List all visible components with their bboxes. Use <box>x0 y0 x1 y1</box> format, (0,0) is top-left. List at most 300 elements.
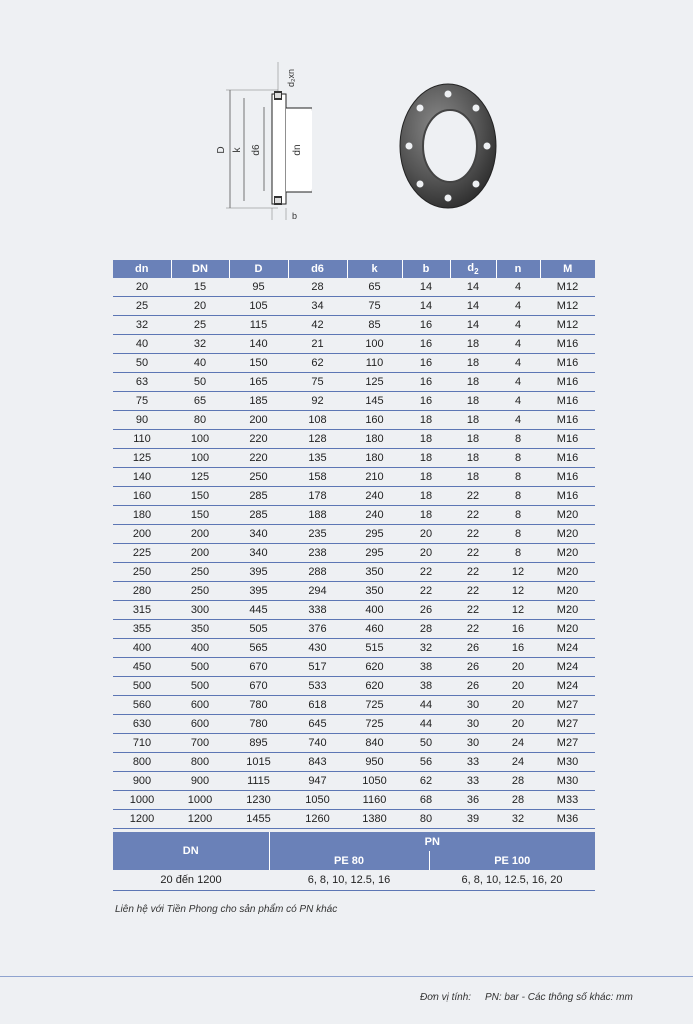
table-cell: 4 <box>496 373 540 392</box>
table-row <box>113 791 595 810</box>
table-row <box>113 430 595 449</box>
table-cell: 1455 <box>229 810 288 829</box>
col-header-b: b <box>402 260 450 278</box>
table-cell: 26 <box>450 658 496 677</box>
table-cell: 8 <box>496 544 540 563</box>
pn-pe80-values: 6, 8, 10, 12.5, 16 <box>269 870 429 891</box>
table-cell: 42 <box>288 316 347 335</box>
table-cell: 4 <box>496 335 540 354</box>
table-row <box>113 772 595 791</box>
table-cell: 160 <box>113 487 171 506</box>
table-cell: M30 <box>540 772 595 791</box>
table-cell: 16 <box>496 620 540 639</box>
table-cell: 725 <box>347 696 402 715</box>
table-cell: M16 <box>540 430 595 449</box>
table-cell: 4 <box>496 316 540 335</box>
table-cell: 285 <box>229 506 288 525</box>
table-cell: 238 <box>288 544 347 563</box>
table-cell: M24 <box>540 658 595 677</box>
table-cell: 445 <box>229 601 288 620</box>
table-cell: 16 <box>496 639 540 658</box>
table-cell: 294 <box>288 582 347 601</box>
table-cell: 1115 <box>229 772 288 791</box>
table-cell: 28 <box>288 278 347 297</box>
table-cell: M16 <box>540 449 595 468</box>
table-cell: 4 <box>496 392 540 411</box>
table-cell: 560 <box>113 696 171 715</box>
table-row <box>113 696 595 715</box>
table-header-row <box>113 260 595 278</box>
table-cell: 18 <box>450 373 496 392</box>
table-cell: 225 <box>113 544 171 563</box>
table-cell: 800 <box>171 753 229 772</box>
table-cell: 22 <box>450 582 496 601</box>
table-cell: 100 <box>171 449 229 468</box>
table-cell: 22 <box>450 601 496 620</box>
table-row <box>113 734 595 753</box>
table-cell: 38 <box>402 658 450 677</box>
table-cell: 65 <box>347 278 402 297</box>
col-header-k: k <box>347 260 402 278</box>
table-cell: 295 <box>347 544 402 563</box>
table-cell: 20 <box>402 544 450 563</box>
table-cell: 150 <box>229 354 288 373</box>
table-cell: 18 <box>402 411 450 430</box>
table-cell: 28 <box>402 620 450 639</box>
table-cell: 32 <box>402 639 450 658</box>
table-cell: 40 <box>113 335 171 354</box>
table-cell: 4 <box>496 411 540 430</box>
table-cell: 355 <box>113 620 171 639</box>
table-cell: 85 <box>347 316 402 335</box>
table-body <box>113 278 595 829</box>
table-cell: 158 <box>288 468 347 487</box>
table-cell: 44 <box>402 715 450 734</box>
table-cell: 32 <box>113 316 171 335</box>
table-cell: 630 <box>113 715 171 734</box>
table-cell: 460 <box>347 620 402 639</box>
table-cell: 500 <box>113 677 171 696</box>
table-cell: 8 <box>496 468 540 487</box>
table-cell: 26 <box>450 677 496 696</box>
col-header-M: M <box>540 260 595 278</box>
table-cell: 20 <box>496 677 540 696</box>
table-cell: 20 <box>402 525 450 544</box>
table-cell: 340 <box>229 544 288 563</box>
table-cell: M16 <box>540 411 595 430</box>
table-cell: 350 <box>347 582 402 601</box>
table-cell: 30 <box>450 715 496 734</box>
table-cell: 20 <box>171 297 229 316</box>
table-cell: 1050 <box>288 791 347 810</box>
unit-label: Đơn vị tính: <box>420 992 472 1003</box>
col-header-DN: DN <box>171 260 229 278</box>
table-cell: 620 <box>347 658 402 677</box>
table-cell: 600 <box>171 696 229 715</box>
table-cell: 800 <box>113 753 171 772</box>
diagram-label-k: k <box>232 147 243 153</box>
table-cell: 135 <box>288 449 347 468</box>
pressure-nominal-table <box>113 832 595 891</box>
table-cell: 400 <box>113 639 171 658</box>
table-cell: 843 <box>288 753 347 772</box>
table-cell: 500 <box>171 658 229 677</box>
col-header-d6: d6 <box>288 260 347 278</box>
table-cell: 200 <box>113 525 171 544</box>
table-cell: 1000 <box>171 791 229 810</box>
table-cell: 200 <box>229 411 288 430</box>
table-row <box>113 278 595 297</box>
table-cell: 210 <box>347 468 402 487</box>
col-header-n: n <box>496 260 540 278</box>
table-cell: 56 <box>402 753 450 772</box>
table-cell: 450 <box>113 658 171 677</box>
table-cell: 947 <box>288 772 347 791</box>
table-cell: M12 <box>540 297 595 316</box>
diagram-label-d6: d6 <box>251 144 262 156</box>
table-cell: 140 <box>113 468 171 487</box>
table-cell: 18 <box>450 335 496 354</box>
diagram-label-b: b <box>292 211 298 221</box>
table-cell: 50 <box>402 734 450 753</box>
table-cell: 18 <box>450 468 496 487</box>
table-cell: 725 <box>347 715 402 734</box>
table-cell: 250 <box>171 563 229 582</box>
table-cell: 1160 <box>347 791 402 810</box>
table-cell: 22 <box>450 544 496 563</box>
table-cell: 14 <box>450 297 496 316</box>
table-row <box>113 354 595 373</box>
table-cell: 75 <box>347 297 402 316</box>
table-cell: 50 <box>171 373 229 392</box>
table-cell: 8 <box>496 525 540 544</box>
table-cell: M12 <box>540 316 595 335</box>
table-cell: 33 <box>450 753 496 772</box>
table-row <box>113 715 595 734</box>
table-cell: M27 <box>540 715 595 734</box>
table-cell: 22 <box>402 582 450 601</box>
table-cell: 150 <box>171 506 229 525</box>
table-cell: 22 <box>450 487 496 506</box>
table-cell: 740 <box>288 734 347 753</box>
table-cell: 950 <box>347 753 402 772</box>
table-cell: M24 <box>540 639 595 658</box>
table-cell: 12 <box>496 563 540 582</box>
table-cell: M27 <box>540 696 595 715</box>
table-cell: 110 <box>113 430 171 449</box>
table-cell: M16 <box>540 335 595 354</box>
pn-table-row <box>113 870 595 891</box>
table-cell: 92 <box>288 392 347 411</box>
table-cell: 895 <box>229 734 288 753</box>
table-row <box>113 753 595 772</box>
table-cell: 400 <box>347 601 402 620</box>
table-cell: 18 <box>402 430 450 449</box>
table-cell: 185 <box>229 392 288 411</box>
table-row <box>113 658 595 677</box>
table-cell: 125 <box>113 449 171 468</box>
table-cell: 618 <box>288 696 347 715</box>
table-cell: 110 <box>347 354 402 373</box>
table-cell: 105 <box>229 297 288 316</box>
table-cell: 128 <box>288 430 347 449</box>
table-cell: M20 <box>540 506 595 525</box>
table-cell: 395 <box>229 582 288 601</box>
table-cell: 28 <box>496 791 540 810</box>
table-cell: 100 <box>347 335 402 354</box>
table-cell: 32 <box>496 810 540 829</box>
pn-dn-range: 20 đến 1200 <box>113 870 269 891</box>
table-row <box>113 487 595 506</box>
table-cell: 40 <box>171 354 229 373</box>
table-cell: 18 <box>450 430 496 449</box>
table-cell: 4 <box>496 354 540 373</box>
table-cell: 22 <box>450 620 496 639</box>
table-cell: M33 <box>540 791 595 810</box>
table-cell: M30 <box>540 753 595 772</box>
table-cell: M36 <box>540 810 595 829</box>
table-cell: 295 <box>347 525 402 544</box>
table-row <box>113 335 595 354</box>
table-row <box>113 639 595 658</box>
table-cell: M12 <box>540 278 595 297</box>
table-cell: 8 <box>496 449 540 468</box>
table-row <box>113 392 595 411</box>
table-cell: 180 <box>113 506 171 525</box>
flange-cross-section-diagram <box>212 58 312 228</box>
table-cell: M20 <box>540 544 595 563</box>
table-row <box>113 810 595 829</box>
table-row <box>113 563 595 582</box>
table-cell: 600 <box>171 715 229 734</box>
table-cell: 780 <box>229 696 288 715</box>
table-cell: 80 <box>402 810 450 829</box>
table-cell: 338 <box>288 601 347 620</box>
table-cell: 180 <box>347 430 402 449</box>
table-cell: 21 <box>288 335 347 354</box>
table-cell: M20 <box>540 620 595 639</box>
table-cell: 4 <box>496 297 540 316</box>
table-cell: 350 <box>347 563 402 582</box>
table-cell: 165 <box>229 373 288 392</box>
table-cell: 1230 <box>229 791 288 810</box>
table-cell: M16 <box>540 354 595 373</box>
table-cell: M16 <box>540 392 595 411</box>
table-cell: 18 <box>402 506 450 525</box>
table-cell: 20 <box>113 278 171 297</box>
table-cell: 220 <box>229 449 288 468</box>
table-cell: 288 <box>288 563 347 582</box>
table-row <box>113 449 595 468</box>
table-cell: 14 <box>450 278 496 297</box>
contact-note: Liên hệ với Tiền Phong cho sản phẩm có PN khác <box>115 904 338 915</box>
table-cell: 39 <box>450 810 496 829</box>
table-cell: 63 <box>113 373 171 392</box>
table-row <box>113 544 595 563</box>
col-header-dn: dn <box>113 260 171 278</box>
table-cell: 28 <box>496 772 540 791</box>
table-cell: 840 <box>347 734 402 753</box>
table-cell: 400 <box>171 639 229 658</box>
table-cell: 8 <box>496 430 540 449</box>
table-cell: 44 <box>402 696 450 715</box>
table-cell: 517 <box>288 658 347 677</box>
table-cell: 150 <box>171 487 229 506</box>
pn-table-pn-header: PN <box>269 832 595 851</box>
table-cell: 16 <box>402 392 450 411</box>
table-cell: 1200 <box>171 810 229 829</box>
table-cell: 178 <box>288 487 347 506</box>
table-cell: M27 <box>540 734 595 753</box>
table-cell: 430 <box>288 639 347 658</box>
table-cell: 350 <box>171 620 229 639</box>
table-cell: 100 <box>171 430 229 449</box>
table-cell: 80 <box>171 411 229 430</box>
table-cell: 20 <box>496 696 540 715</box>
table-cell: 14 <box>402 297 450 316</box>
flange-dimension-table <box>113 260 595 829</box>
table-cell: 285 <box>229 487 288 506</box>
table-cell: 95 <box>229 278 288 297</box>
table-cell: 20 <box>496 715 540 734</box>
table-cell: 24 <box>496 753 540 772</box>
table-cell: 16 <box>402 316 450 335</box>
table-cell: 18 <box>450 449 496 468</box>
table-cell: 515 <box>347 639 402 658</box>
table-cell: 340 <box>229 525 288 544</box>
table-cell: 18 <box>450 354 496 373</box>
table-cell: 565 <box>229 639 288 658</box>
table-cell: M16 <box>540 487 595 506</box>
table-cell: 8 <box>496 487 540 506</box>
table-cell: 36 <box>450 791 496 810</box>
table-cell: 108 <box>288 411 347 430</box>
table-row <box>113 677 595 696</box>
diagram-label-dn: dn <box>292 144 303 156</box>
table-row <box>113 373 595 392</box>
table-cell: 4 <box>496 278 540 297</box>
table-cell: 240 <box>347 506 402 525</box>
table-row <box>113 468 595 487</box>
table-cell: 32 <box>171 335 229 354</box>
table-cell: 900 <box>171 772 229 791</box>
table-cell: 188 <box>288 506 347 525</box>
table-cell: 34 <box>288 297 347 316</box>
table-cell: 15 <box>171 278 229 297</box>
table-cell: 140 <box>229 335 288 354</box>
table-cell: 376 <box>288 620 347 639</box>
table-cell: 1380 <box>347 810 402 829</box>
table-cell: 1050 <box>347 772 402 791</box>
table-cell: 315 <box>113 601 171 620</box>
table-cell: 200 <box>171 525 229 544</box>
table-cell: 125 <box>171 468 229 487</box>
table-cell: 8 <box>496 506 540 525</box>
table-cell: 250 <box>171 582 229 601</box>
table-row <box>113 411 595 430</box>
table-cell: 50 <box>113 354 171 373</box>
table-cell: 670 <box>229 677 288 696</box>
pn-table-pe100-header: PE 100 <box>429 851 595 870</box>
table-cell: 18 <box>450 392 496 411</box>
table-cell: M16 <box>540 468 595 487</box>
table-cell: 645 <box>288 715 347 734</box>
table-cell: 300 <box>171 601 229 620</box>
table-cell: 250 <box>229 468 288 487</box>
table-cell: 26 <box>402 601 450 620</box>
table-cell: 18 <box>402 468 450 487</box>
table-cell: 250 <box>113 563 171 582</box>
table-cell: 62 <box>288 354 347 373</box>
table-cell: 14 <box>450 316 496 335</box>
table-cell: 22 <box>450 525 496 544</box>
table-cell: 280 <box>113 582 171 601</box>
table-row <box>113 506 595 525</box>
table-cell: 20 <box>496 658 540 677</box>
table-cell: 145 <box>347 392 402 411</box>
table-cell: M20 <box>540 525 595 544</box>
table-cell: 200 <box>171 544 229 563</box>
table-cell: 22 <box>402 563 450 582</box>
table-cell: 16 <box>402 354 450 373</box>
col-header-d2: $d_2$ <box>450 260 496 278</box>
table-cell: 505 <box>229 620 288 639</box>
table-cell: 26 <box>450 639 496 658</box>
table-row <box>113 316 595 335</box>
table-cell: 395 <box>229 563 288 582</box>
table-cell: 22 <box>450 506 496 525</box>
table-cell: 700 <box>171 734 229 753</box>
diagram-label-D: D <box>216 146 227 154</box>
table-cell: M20 <box>540 582 595 601</box>
unit-text: PN: bar - Các thông số khác: mm <box>484 992 633 1003</box>
table-cell: 115 <box>229 316 288 335</box>
col-header-D: D <box>229 260 288 278</box>
table-cell: 30 <box>450 734 496 753</box>
table-cell: 62 <box>402 772 450 791</box>
table-cell: 125 <box>347 373 402 392</box>
table-cell: 235 <box>288 525 347 544</box>
table-cell: 38 <box>402 677 450 696</box>
table-cell: 240 <box>347 487 402 506</box>
table-cell: 180 <box>347 449 402 468</box>
table-row <box>113 620 595 639</box>
table-cell: 14 <box>402 278 450 297</box>
pn-pe100-values: 6, 8, 10, 12.5, 16, 20 <box>429 870 595 891</box>
table-cell: 68 <box>402 791 450 810</box>
diagram-label-d2xn: d₂xn <box>286 68 296 88</box>
table-cell: 25 <box>113 297 171 316</box>
table-row <box>113 582 595 601</box>
table-cell: 18 <box>402 487 450 506</box>
table-cell: 22 <box>450 563 496 582</box>
table-cell: 16 <box>402 373 450 392</box>
table-cell: 18 <box>402 449 450 468</box>
table-cell: 18 <box>450 411 496 430</box>
table-row <box>113 297 595 316</box>
table-row <box>113 525 595 544</box>
table-cell: 33 <box>450 772 496 791</box>
table-cell: 90 <box>113 411 171 430</box>
table-cell: 24 <box>496 734 540 753</box>
table-cell: 12 <box>496 582 540 601</box>
table-cell: 65 <box>171 392 229 411</box>
table-cell: 1260 <box>288 810 347 829</box>
table-cell: M20 <box>540 601 595 620</box>
table-cell: 500 <box>171 677 229 696</box>
table-cell: 533 <box>288 677 347 696</box>
unit-footer <box>420 992 633 1003</box>
